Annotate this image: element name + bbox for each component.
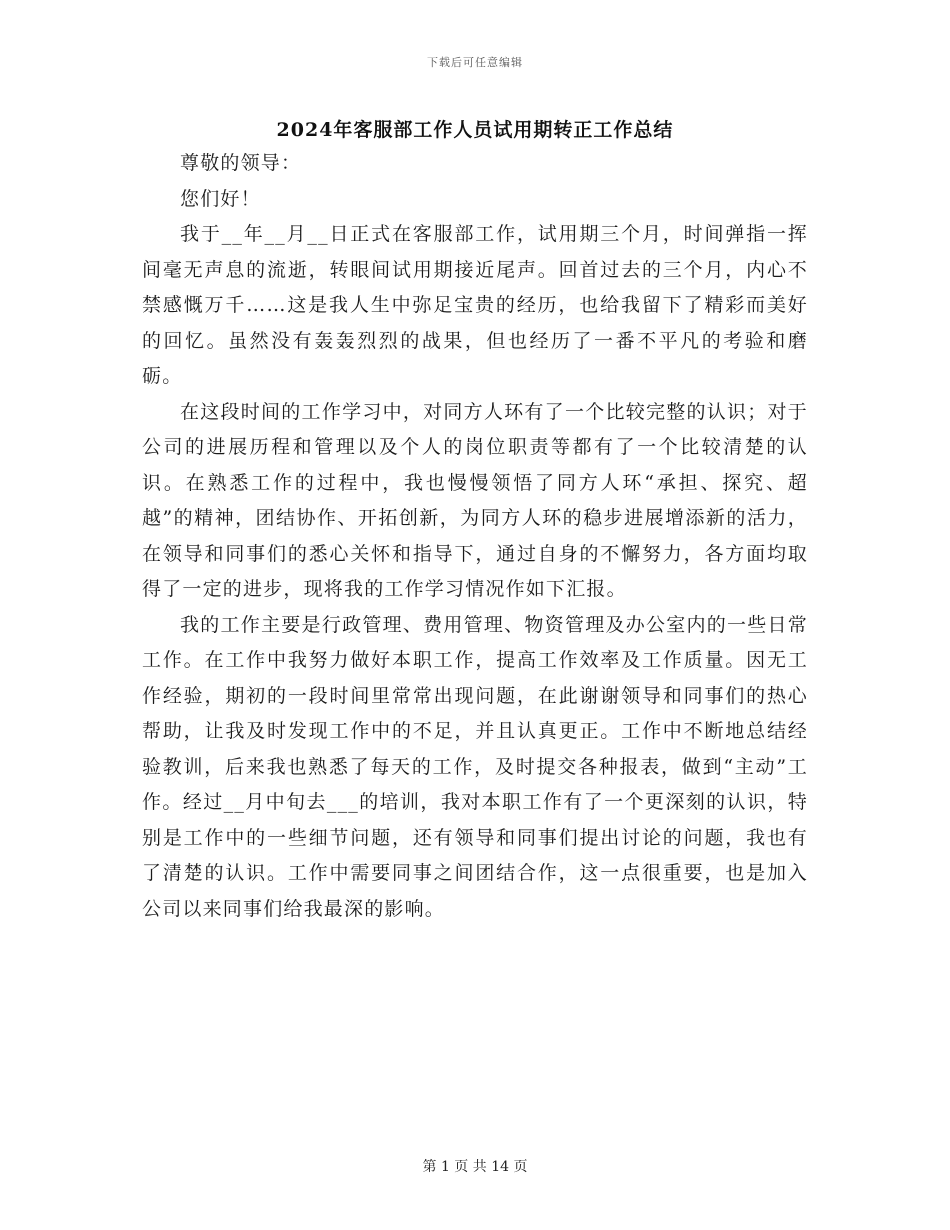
document-title: 2024年客服部工作人员试用期转正工作总结 [276, 119, 674, 141]
page-number: 第 1 页 共 14 页 [422, 1159, 528, 1175]
paragraph-intro: 我于__年__月__日正式在客服部工作，试用期三个月，时间弹指一挥间毫无声息的流逝，转眼间试用期接近尾声。回首过去的三个月，内心不禁感慨万千……这是我人生中弥足宝贵的经历，也给我留下了精彩而美好的回忆。虽然没有轰轰烈烈的战果，但也经历了一番不平凡的考验和磨砺。 [142, 223, 808, 387]
paragraph-work: 我的工作主要是行政管理、费用管理、物资管理及办公室内的一些日常工作。在工作中我努力做好本职工作，提高工作效率及工作质量。因无工作经验，期初的一段时间里常常出现问题，在此谢谢领导和同事们的热心帮助，让我及时发现工作中的不足，并且认真更正。工作中不断地总结经验教训，后来我也熟悉了每天的工作，及时提交各种报表，做到“主动”工作。经过__月中旬去___的培训，我对本职工作有了一个更深刻的认识，特别是工作中的一些细节问题，还有领导和同事们提出讨论的问题，我也有了清楚的认识。工作中需要同事之间团结合作，这一点很重要，也是加入公司以来同事们给我最深的影响。 [142, 613, 808, 920]
salutation: 尊敬的领导： [180, 152, 302, 174]
paragraph-learning: 在这段时间的工作学习中，对同方人环有了一个比较完整的认识；对于公司的进展历程和管理以及个人的岗位职责等都有了一个比较清楚的认识。在熟悉工作的过程中，我也慢慢领悟了同方人环“承担、探究、超越”的精神，团结协作、开拓创新，为同方人环的稳步进展增添新的活力，在领导和同事们的悉心关怀和指导下，通过自身的不懈努力，各方面均取得了一定的进步，现将我的工作学习情况作如下汇报。 [142, 400, 808, 600]
greeting: 您们好！ [180, 187, 261, 210]
document-body [142, 146, 808, 927]
page-header-note: 下载后可任意编辑 [427, 56, 523, 69]
